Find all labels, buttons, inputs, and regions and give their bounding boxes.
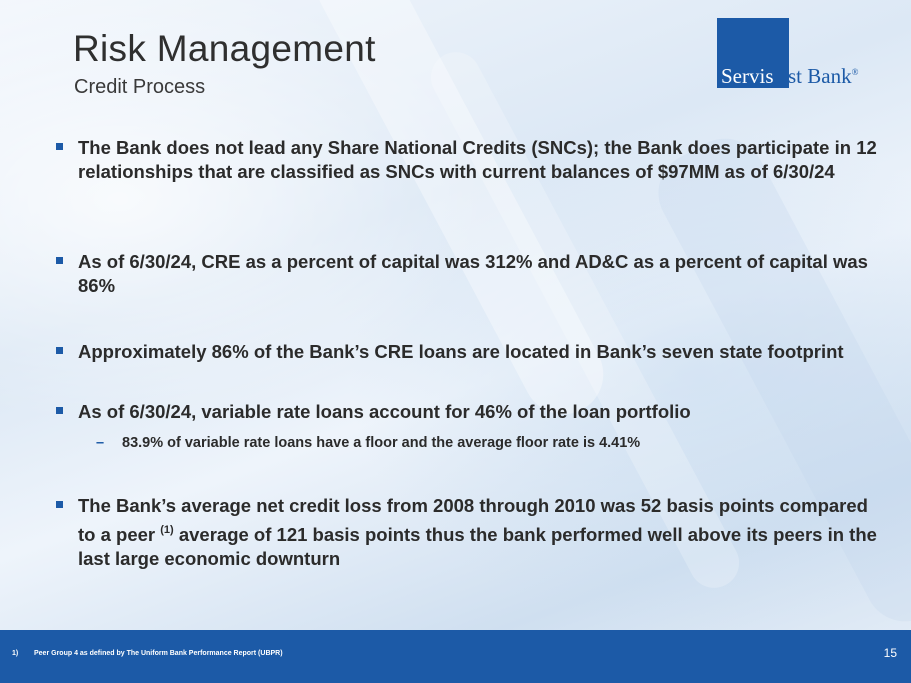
bullet-text: As of 6/30/24, CRE as a percent of capital was 312% and AD&C as a percent of capital was 86%: [78, 251, 868, 296]
footnote-reference: (1): [160, 524, 174, 536]
bullet-item-variable-rate: [56, 400, 886, 424]
bullet-item-credit-loss: [56, 494, 886, 571]
page-number: 15: [883, 646, 897, 660]
logo-word-servis: Servis: [721, 64, 774, 88]
bullet-square-icon: [56, 501, 63, 508]
logo-registered-mark: ®: [851, 67, 859, 77]
bullet-square-icon: [56, 407, 63, 414]
bullet-text: As of 6/30/24, variable rate loans account for 46% of the loan portfolio: [78, 401, 691, 422]
page-title: Risk Management: [73, 28, 376, 69]
logo-word-1st-bank: 1st Bank: [777, 64, 852, 88]
bullet-square-icon: [56, 257, 63, 264]
bullet-text: Approximately 86% of the Bank’s CRE loans are located in Bank’s seven state footprint: [78, 341, 844, 362]
bullet-text-before: The Bank’s average net credit loss from 2008 through 2010 was 52 basis points compared to a peer: [78, 495, 868, 545]
sub-bullet-floor-rate: [96, 433, 876, 453]
sub-bullet-dash: –: [96, 435, 105, 451]
sub-bullet-text: 83.9% of variable rate loans have a floor and the average floor rate is 4.41%: [122, 435, 641, 451]
servisfirst-bank-logo: [717, 18, 895, 88]
logo-text: [721, 64, 858, 89]
bullet-text: The Bank does not lead any Share National Credits (SNCs); the Bank does participate in 12 relationships that are classified as SNCs with current balances of $97MM as of 6/30/24: [78, 137, 877, 182]
bullet-square-icon: [56, 143, 63, 150]
bullet-text-after: average of 121 basis points thus the bank performed well above its peers in the last large economic downturn: [78, 524, 877, 569]
bullet-item-cre-capital: [56, 250, 886, 298]
footnote-text: Peer Group 4 as defined by The Uniform Bank Performance Report (UBPR): [34, 650, 283, 657]
page-subtitle: Credit Process: [74, 76, 206, 98]
footnote: [12, 650, 283, 657]
bullet-item-cre-footprint: [56, 340, 886, 364]
bullet-square-icon: [56, 347, 63, 354]
bullet-text: [78, 494, 886, 571]
footer-bar: [0, 630, 911, 683]
footnote-number: 1): [12, 650, 19, 657]
bullet-item-sncs: [56, 136, 886, 184]
